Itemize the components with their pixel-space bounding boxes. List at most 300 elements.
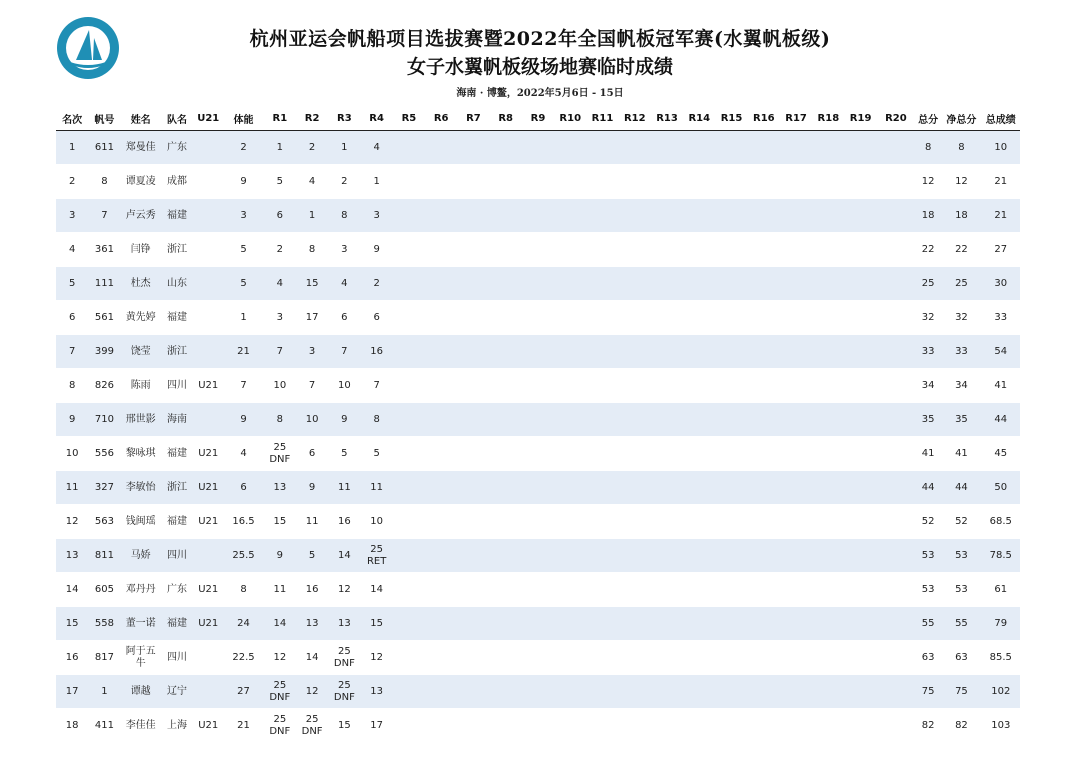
cell-r11 <box>586 675 618 709</box>
cell-r20 <box>877 165 915 199</box>
cell-r6 <box>425 709 457 743</box>
cell-r15 <box>715 539 747 573</box>
cell-r2: 4 <box>296 165 328 199</box>
cell-net: 25 <box>941 267 981 301</box>
cell-r18 <box>812 709 844 743</box>
cell-overall: 103 <box>982 709 1020 743</box>
cell-total: 82 <box>915 709 941 743</box>
cell-r20 <box>877 641 915 675</box>
cell-r12 <box>619 505 651 539</box>
cell-r2: 3 <box>296 335 328 369</box>
cell-r15 <box>715 267 747 301</box>
cell-name: 邓丹丹 <box>121 573 161 607</box>
cell-r14 <box>683 607 715 641</box>
cell-r7 <box>457 607 489 641</box>
cell-r16 <box>748 709 780 743</box>
cell-r2: 12 <box>296 675 328 709</box>
cell-sail: 811 <box>88 539 120 573</box>
cell-fitness: 22.5 <box>223 641 263 675</box>
cell-fitness: 6 <box>223 471 263 505</box>
table-row <box>56 233 1020 267</box>
cell-u21 <box>193 301 223 335</box>
cell-r15 <box>715 369 747 403</box>
cell-r9 <box>522 709 554 743</box>
cell-r11 <box>586 641 618 675</box>
cell-total: 35 <box>915 403 941 437</box>
cell-r16 <box>748 641 780 675</box>
cell-r5 <box>393 233 425 267</box>
cell-net: 35 <box>941 403 981 437</box>
cell-team: 四川 <box>161 539 193 573</box>
cell-u21 <box>193 675 223 709</box>
cell-u21: U21 <box>193 573 223 607</box>
cell-r1: 5 <box>264 165 296 199</box>
cell-r9 <box>522 301 554 335</box>
column-header: R14 <box>683 107 715 131</box>
cell-r12 <box>619 607 651 641</box>
cell-fitness: 25.5 <box>223 539 263 573</box>
cell-r4: 8 <box>361 403 393 437</box>
table-row <box>56 131 1020 165</box>
cell-r18 <box>812 471 844 505</box>
cell-sail: 7 <box>88 199 120 233</box>
cell-total: 18 <box>915 199 941 233</box>
cell-r20 <box>877 471 915 505</box>
cell-rank: 17 <box>56 675 88 709</box>
cell-fitness: 2 <box>223 131 263 165</box>
cell-r11 <box>586 709 618 743</box>
table-header-row <box>56 107 1020 131</box>
cell-team: 成都 <box>161 165 193 199</box>
cell-r13 <box>651 471 683 505</box>
cell-r4: 6 <box>361 301 393 335</box>
cell-r3: 15 <box>328 709 360 743</box>
cell-rank: 14 <box>56 573 88 607</box>
table-row <box>56 573 1020 607</box>
cell-r17 <box>780 301 812 335</box>
cell-r17 <box>780 607 812 641</box>
cell-r3: 25 DNF <box>328 675 360 709</box>
cell-r10 <box>554 471 586 505</box>
cell-u21 <box>193 131 223 165</box>
column-header: 姓名 <box>121 107 161 131</box>
cell-r10 <box>554 403 586 437</box>
cell-overall: 33 <box>982 301 1020 335</box>
cell-net: 32 <box>941 301 981 335</box>
cell-sail: 327 <box>88 471 120 505</box>
table-row <box>56 301 1020 335</box>
cell-r13 <box>651 641 683 675</box>
cell-name: 李佳佳 <box>121 709 161 743</box>
cell-name: 李敏怡 <box>121 471 161 505</box>
cell-r8 <box>490 437 522 471</box>
cell-r9 <box>522 233 554 267</box>
cell-r2: 25 DNF <box>296 709 328 743</box>
cell-r10 <box>554 573 586 607</box>
cell-r5 <box>393 675 425 709</box>
cell-rank: 6 <box>56 301 88 335</box>
cell-r11 <box>586 165 618 199</box>
cell-r3: 8 <box>328 199 360 233</box>
cell-name: 闫铮 <box>121 233 161 267</box>
cell-u21 <box>193 199 223 233</box>
cell-r5 <box>393 539 425 573</box>
cell-team: 浙江 <box>161 335 193 369</box>
cell-r3: 6 <box>328 301 360 335</box>
cell-r6 <box>425 607 457 641</box>
cell-sail: 817 <box>88 641 120 675</box>
cell-r1: 10 <box>264 369 296 403</box>
cell-r15 <box>715 233 747 267</box>
cell-r9 <box>522 573 554 607</box>
cell-r7 <box>457 233 489 267</box>
cell-r4: 14 <box>361 573 393 607</box>
cell-r19 <box>844 301 876 335</box>
table-row <box>56 505 1020 539</box>
cell-r2: 11 <box>296 505 328 539</box>
cell-r1: 4 <box>264 267 296 301</box>
cell-r19 <box>844 233 876 267</box>
cell-r8 <box>490 301 522 335</box>
column-header: R11 <box>586 107 618 131</box>
cell-rank: 4 <box>56 233 88 267</box>
column-header: R18 <box>812 107 844 131</box>
cell-r2: 17 <box>296 301 328 335</box>
cell-r12 <box>619 539 651 573</box>
cell-r12 <box>619 437 651 471</box>
cell-r11 <box>586 301 618 335</box>
cell-r12 <box>619 403 651 437</box>
cell-r12 <box>619 369 651 403</box>
page-title: 杭州亚运会帆船项目选拔赛暨2022年全国帆板冠军赛(水翼帆板级) <box>249 28 831 50</box>
cell-r4: 2 <box>361 267 393 301</box>
cell-r1: 25 DNF <box>264 709 296 743</box>
cell-r8 <box>490 165 522 199</box>
cell-r3: 25 DNF <box>328 641 360 675</box>
cell-r12 <box>619 301 651 335</box>
table-row <box>56 471 1020 505</box>
cell-r14 <box>683 539 715 573</box>
cell-r14 <box>683 437 715 471</box>
column-header: R6 <box>425 107 457 131</box>
cell-r11 <box>586 437 618 471</box>
cell-r12 <box>619 641 651 675</box>
cell-u21 <box>193 641 223 675</box>
column-header: R19 <box>844 107 876 131</box>
cell-r13 <box>651 165 683 199</box>
cell-r1: 11 <box>264 573 296 607</box>
cell-r12 <box>619 675 651 709</box>
cell-r5 <box>393 573 425 607</box>
cell-r9 <box>522 471 554 505</box>
cell-r11 <box>586 505 618 539</box>
cell-fitness: 9 <box>223 403 263 437</box>
cell-net: 82 <box>941 709 981 743</box>
cell-name: 邢世影 <box>121 403 161 437</box>
cell-total: 75 <box>915 675 941 709</box>
column-header: R3 <box>328 107 360 131</box>
cell-overall: 41 <box>982 369 1020 403</box>
cell-u21: U21 <box>193 471 223 505</box>
cell-overall: 45 <box>982 437 1020 471</box>
cell-net: 75 <box>941 675 981 709</box>
column-header: R17 <box>780 107 812 131</box>
event-location-date: 海南 · 博鳌，2022年5月6日 - 15日 <box>456 88 624 99</box>
cell-r11 <box>586 573 618 607</box>
cell-r9 <box>522 641 554 675</box>
cell-r16 <box>748 131 780 165</box>
cell-r20 <box>877 199 915 233</box>
cell-r1: 13 <box>264 471 296 505</box>
cell-r3: 16 <box>328 505 360 539</box>
cell-r14 <box>683 709 715 743</box>
cell-r5 <box>393 267 425 301</box>
cell-r14 <box>683 573 715 607</box>
cell-r11 <box>586 335 618 369</box>
cell-r6 <box>425 471 457 505</box>
column-header: R12 <box>619 107 651 131</box>
cell-r2: 14 <box>296 641 328 675</box>
cell-sail: 611 <box>88 131 120 165</box>
cell-r1: 15 <box>264 505 296 539</box>
cell-u21: U21 <box>193 437 223 471</box>
cell-r1: 25 DNF <box>264 437 296 471</box>
cell-r19 <box>844 267 876 301</box>
cell-name: 杜杰 <box>121 267 161 301</box>
cell-r13 <box>651 301 683 335</box>
cell-r12 <box>619 335 651 369</box>
cell-sail: 605 <box>88 573 120 607</box>
cell-r4: 15 <box>361 607 393 641</box>
cell-overall: 21 <box>982 165 1020 199</box>
cell-sail: 563 <box>88 505 120 539</box>
cell-r14 <box>683 233 715 267</box>
cell-r7 <box>457 505 489 539</box>
cell-r4: 10 <box>361 505 393 539</box>
cell-rank: 7 <box>56 335 88 369</box>
cell-r19 <box>844 641 876 675</box>
cell-r9 <box>522 437 554 471</box>
cell-net: 34 <box>941 369 981 403</box>
cell-r16 <box>748 369 780 403</box>
cell-team: 辽宁 <box>161 675 193 709</box>
cell-name: 卢云秀 <box>121 199 161 233</box>
cell-r6 <box>425 335 457 369</box>
cell-r10 <box>554 165 586 199</box>
cell-r20 <box>877 131 915 165</box>
cell-overall: 85.5 <box>982 641 1020 675</box>
cell-rank: 10 <box>56 437 88 471</box>
column-header: R7 <box>457 107 489 131</box>
cell-r12 <box>619 131 651 165</box>
cell-r13 <box>651 437 683 471</box>
cell-r17 <box>780 437 812 471</box>
cell-team: 浙江 <box>161 471 193 505</box>
cell-rank: 5 <box>56 267 88 301</box>
cell-r13 <box>651 539 683 573</box>
cell-r16 <box>748 267 780 301</box>
cell-r19 <box>844 165 876 199</box>
cell-team: 福建 <box>161 301 193 335</box>
cell-r9 <box>522 199 554 233</box>
cell-total: 44 <box>915 471 941 505</box>
cell-sail: 710 <box>88 403 120 437</box>
cell-rank: 1 <box>56 131 88 165</box>
cell-r11 <box>586 199 618 233</box>
cell-r7 <box>457 165 489 199</box>
cell-u21 <box>193 335 223 369</box>
cell-r18 <box>812 607 844 641</box>
cell-r13 <box>651 573 683 607</box>
cell-r3: 9 <box>328 403 360 437</box>
column-header: 队名 <box>161 107 193 131</box>
cell-r6 <box>425 641 457 675</box>
cell-r19 <box>844 539 876 573</box>
cell-r13 <box>651 335 683 369</box>
cell-u21 <box>193 539 223 573</box>
cell-r15 <box>715 165 747 199</box>
cell-r10 <box>554 335 586 369</box>
cell-r14 <box>683 335 715 369</box>
cell-r13 <box>651 267 683 301</box>
cell-name: 郑曼佳 <box>121 131 161 165</box>
column-header: 总分 <box>915 107 941 131</box>
cell-u21: U21 <box>193 505 223 539</box>
cell-r6 <box>425 233 457 267</box>
cell-r19 <box>844 335 876 369</box>
cell-r6 <box>425 573 457 607</box>
cell-r7 <box>457 641 489 675</box>
cell-r6 <box>425 539 457 573</box>
cell-r5 <box>393 641 425 675</box>
cell-r12 <box>619 267 651 301</box>
cell-r16 <box>748 607 780 641</box>
cell-r12 <box>619 165 651 199</box>
cell-u21 <box>193 165 223 199</box>
cell-r13 <box>651 233 683 267</box>
cell-r17 <box>780 573 812 607</box>
cell-name: 马娇 <box>121 539 161 573</box>
cell-r8 <box>490 233 522 267</box>
cell-r18 <box>812 505 844 539</box>
cell-r5 <box>393 505 425 539</box>
cell-r7 <box>457 403 489 437</box>
cell-r7 <box>457 267 489 301</box>
cell-r18 <box>812 437 844 471</box>
column-header: R2 <box>296 107 328 131</box>
cell-r16 <box>748 233 780 267</box>
cell-overall: 21 <box>982 199 1020 233</box>
cell-net: 18 <box>941 199 981 233</box>
cell-overall: 78.5 <box>982 539 1020 573</box>
cell-r18 <box>812 539 844 573</box>
cell-total: 22 <box>915 233 941 267</box>
cell-r7 <box>457 301 489 335</box>
cell-r20 <box>877 403 915 437</box>
cell-r2: 13 <box>296 607 328 641</box>
cell-r1: 14 <box>264 607 296 641</box>
cell-r5 <box>393 335 425 369</box>
cell-rank: 11 <box>56 471 88 505</box>
cell-r3: 10 <box>328 369 360 403</box>
cell-r17 <box>780 369 812 403</box>
cell-r1: 3 <box>264 301 296 335</box>
cell-r18 <box>812 165 844 199</box>
cell-net: 41 <box>941 437 981 471</box>
cell-net: 53 <box>941 573 981 607</box>
cell-r8 <box>490 335 522 369</box>
cell-r14 <box>683 267 715 301</box>
cell-total: 34 <box>915 369 941 403</box>
cell-r5 <box>393 607 425 641</box>
cell-team: 山东 <box>161 267 193 301</box>
cell-r7 <box>457 131 489 165</box>
cell-r19 <box>844 573 876 607</box>
cell-r20 <box>877 335 915 369</box>
cell-r1: 12 <box>264 641 296 675</box>
cell-r13 <box>651 607 683 641</box>
cell-sail: 411 <box>88 709 120 743</box>
cell-r9 <box>522 335 554 369</box>
cell-r14 <box>683 505 715 539</box>
table-row <box>56 675 1020 709</box>
cell-r5 <box>393 199 425 233</box>
cell-rank: 15 <box>56 607 88 641</box>
cell-r18 <box>812 403 844 437</box>
cell-name: 饶莹 <box>121 335 161 369</box>
cell-r17 <box>780 403 812 437</box>
table-row <box>56 607 1020 641</box>
cell-r12 <box>619 709 651 743</box>
column-header: R16 <box>748 107 780 131</box>
cell-r8 <box>490 471 522 505</box>
cell-r20 <box>877 505 915 539</box>
cell-name: 阿于五 牛 <box>121 641 161 675</box>
cell-r16 <box>748 335 780 369</box>
cell-team: 四川 <box>161 369 193 403</box>
cell-rank: 16 <box>56 641 88 675</box>
cell-r20 <box>877 267 915 301</box>
cell-total: 53 <box>915 539 941 573</box>
cell-r19 <box>844 199 876 233</box>
cell-rank: 18 <box>56 709 88 743</box>
cell-r13 <box>651 505 683 539</box>
cell-total: 63 <box>915 641 941 675</box>
cell-r3: 7 <box>328 335 360 369</box>
table-row <box>56 369 1020 403</box>
cell-name: 董一诺 <box>121 607 161 641</box>
cell-r14 <box>683 641 715 675</box>
cell-r6 <box>425 369 457 403</box>
cell-r4: 13 <box>361 675 393 709</box>
column-header: R10 <box>554 107 586 131</box>
cell-r9 <box>522 505 554 539</box>
cell-r20 <box>877 233 915 267</box>
cell-r10 <box>554 199 586 233</box>
cell-r10 <box>554 505 586 539</box>
cell-sail: 111 <box>88 267 120 301</box>
cell-sail: 826 <box>88 369 120 403</box>
cell-r16 <box>748 471 780 505</box>
cell-r17 <box>780 165 812 199</box>
table-row <box>56 267 1020 301</box>
cell-overall: 50 <box>982 471 1020 505</box>
cell-r8 <box>490 369 522 403</box>
cell-team: 上海 <box>161 709 193 743</box>
cell-fitness: 4 <box>223 437 263 471</box>
cell-fitness: 5 <box>223 233 263 267</box>
cell-r2: 6 <box>296 437 328 471</box>
